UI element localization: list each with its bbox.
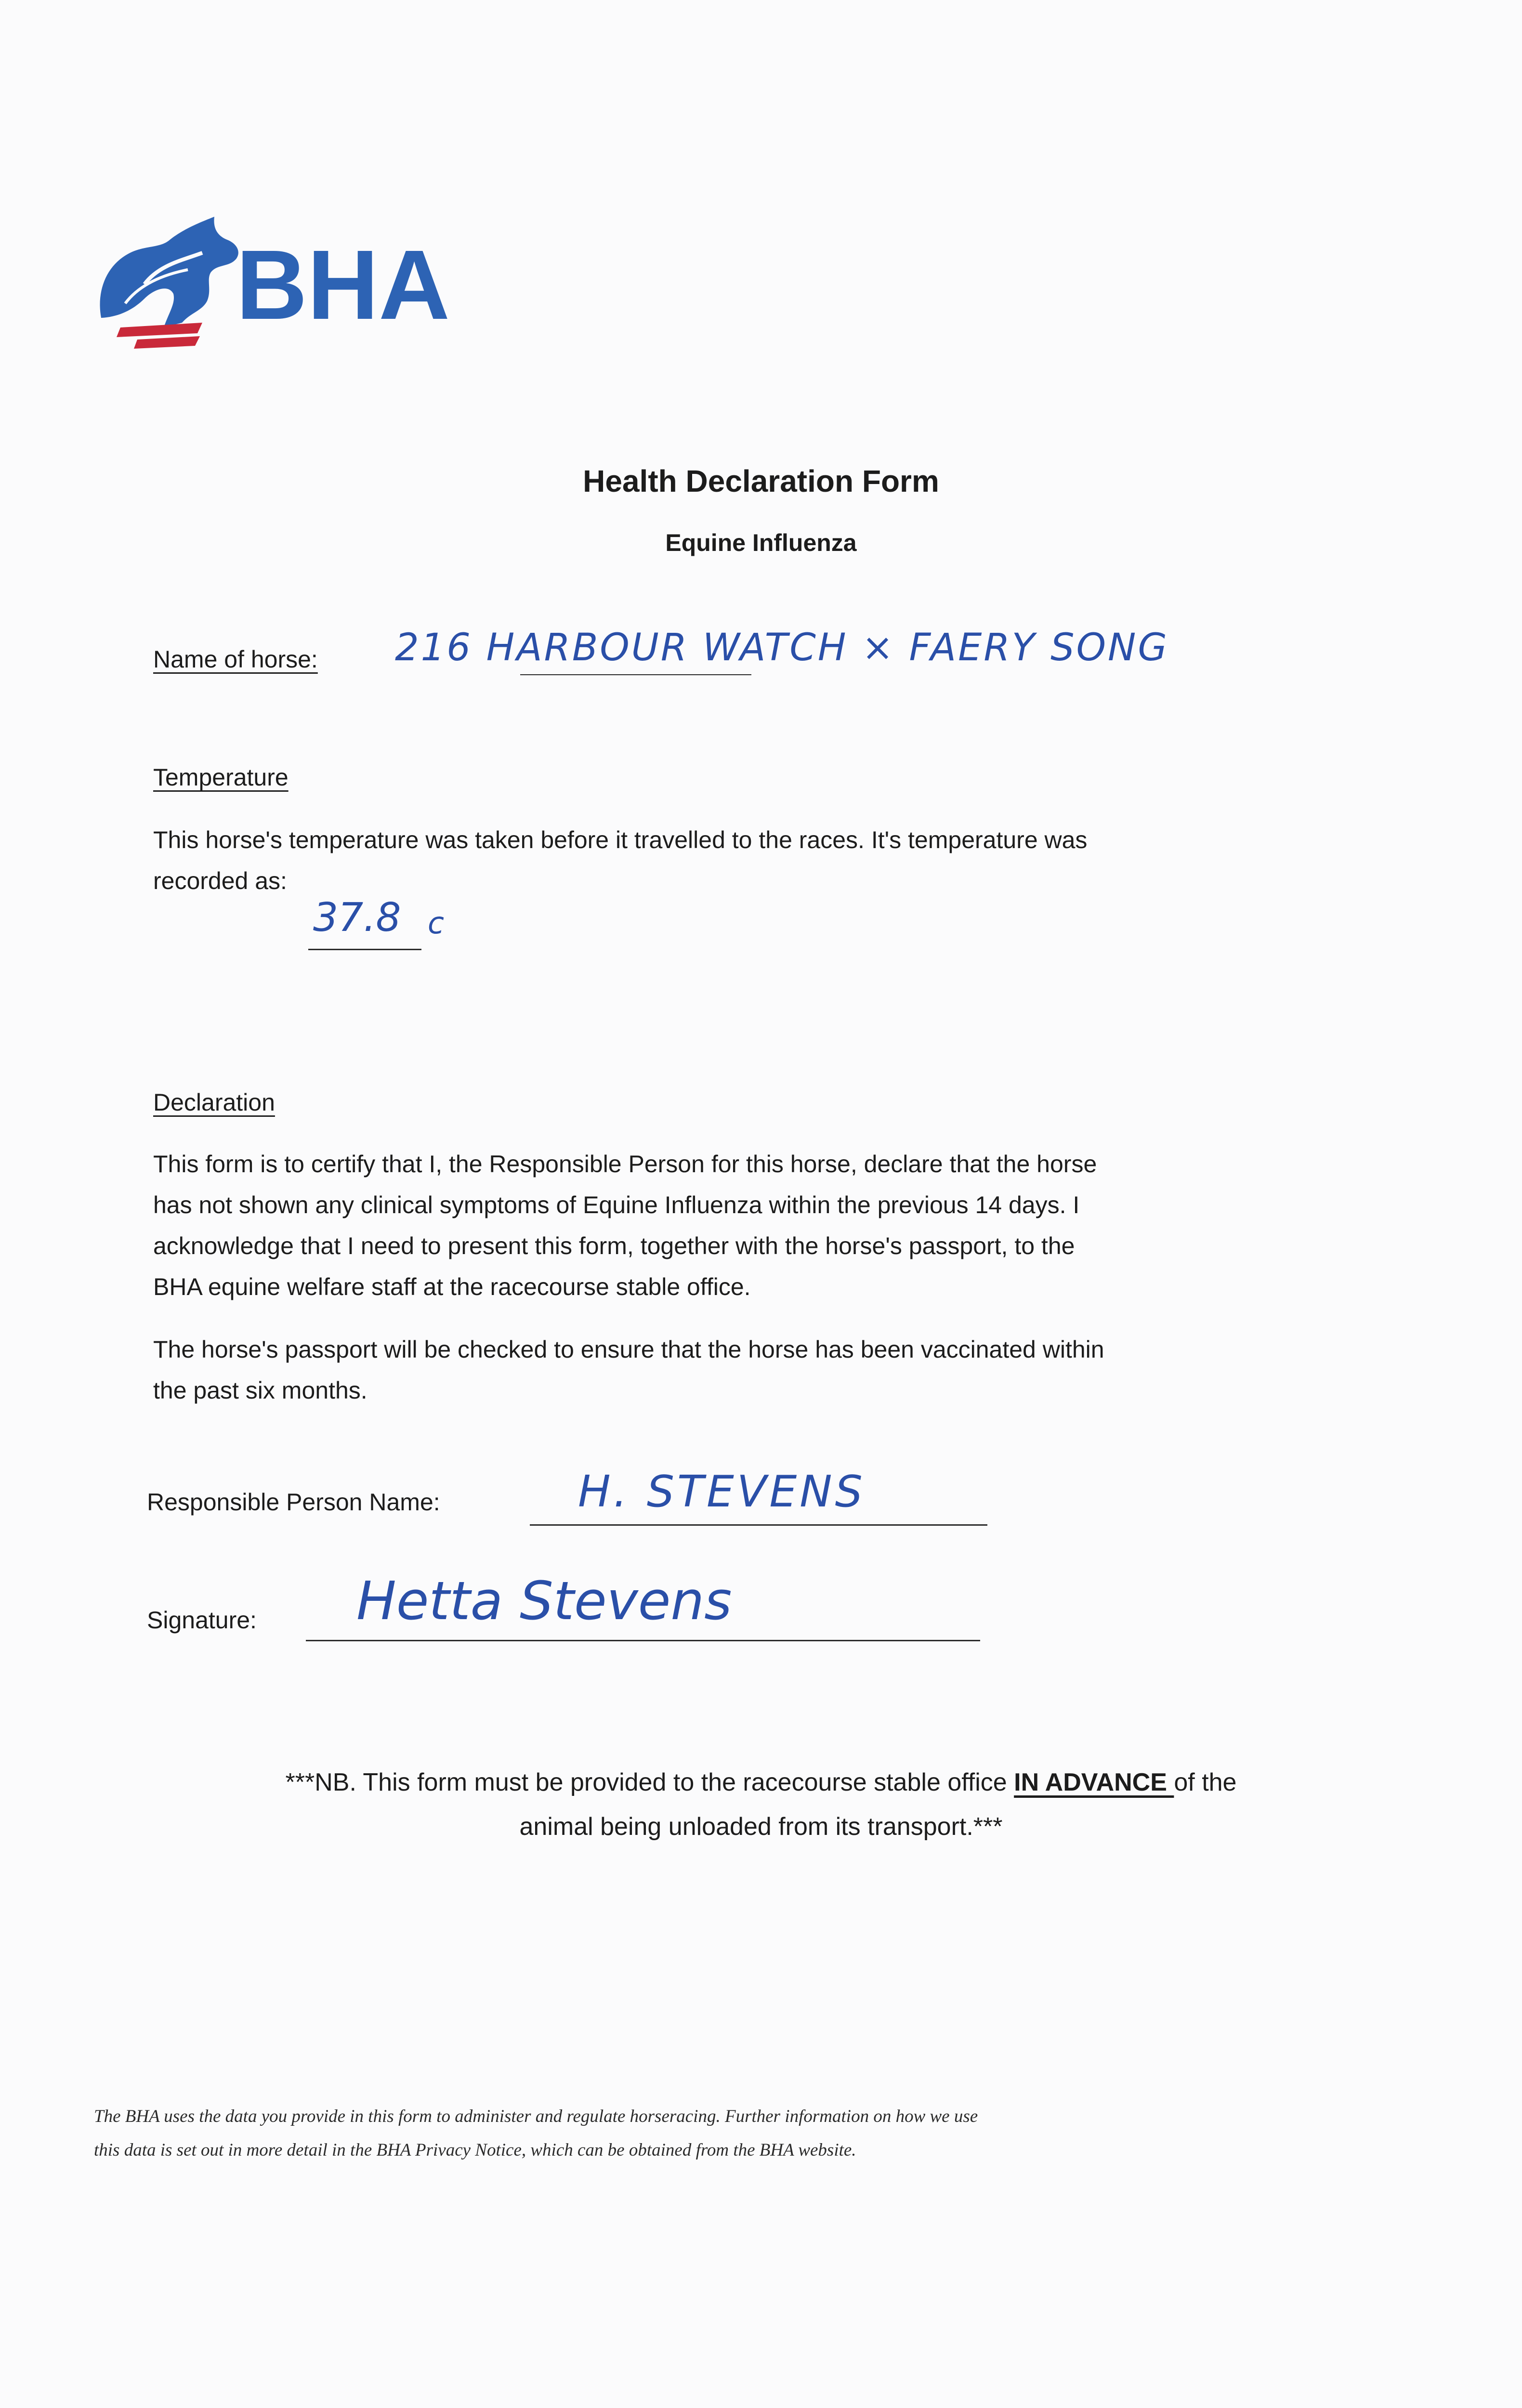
responsible-person-value: H. STEVENS [578, 1466, 866, 1517]
privacy-footer [94, 2100, 978, 2167]
form-subtitle: Equine Influenza [665, 529, 857, 556]
horse-name-label: Name of horse: [153, 646, 318, 673]
declaration-line: This form is to certify that I, the Responsible Person for this horse, declare that the horse [153, 1151, 1097, 1178]
passport-text [153, 1329, 1104, 1411]
temperature-statement [153, 820, 1087, 902]
form-title: Health Declaration Form [583, 464, 939, 498]
declaration-line: acknowledge that I need to present this form, together with the horse's passport, to the [153, 1232, 1075, 1259]
horse-name-value: 216 HARBOUR WATCH × FAERY SONG [395, 626, 1169, 669]
declaration-line: has not shown any clinical symptoms of Equine Influenza within the previous 14 days. I [153, 1191, 1080, 1218]
temperature-underline [308, 949, 421, 950]
temperature-value: 37.8 [313, 895, 401, 941]
passport-line: The horse's passport will be checked to ensure that the horse has been vaccinated within [153, 1336, 1104, 1363]
temperature-line-2: recorded as: [153, 867, 287, 894]
passport-line: the past six months. [153, 1377, 367, 1404]
responsible-person-label: Responsible Person Name: [147, 1489, 440, 1516]
horse-head-icon [92, 207, 448, 352]
signature-label: Signature: [147, 1607, 257, 1634]
advance-notice [0, 1760, 1522, 1849]
notice-text-end: of the [1174, 1768, 1237, 1796]
declaration-heading: Declaration [153, 1089, 275, 1116]
footer-line-1: The BHA uses the data you provide in this form to administer and regulate horseracing. Further information on how we use [94, 2107, 978, 2126]
footer-line-2: this data is set out in more detail in the BHA Privacy Notice, which can be obtained from the BHA website. [94, 2140, 856, 2160]
logo-text: BHA [236, 230, 448, 340]
declaration-line: BHA equine welfare staff at the racecourse stable office. [153, 1273, 751, 1300]
notice-line-2: animal being unloaded from its transport.*** [519, 1813, 1003, 1841]
responsible-person-line [530, 1524, 987, 1526]
declaration-text [153, 1144, 1097, 1308]
bha-logo [92, 207, 448, 352]
temperature-unit: c [428, 905, 445, 941]
notice-line-1 [0, 1760, 1522, 1805]
temperature-line-1: This horse's temperature was taken before it travelled to the races. It's temperature was [153, 826, 1088, 853]
signature-value: Hetta Stevens [356, 1570, 732, 1632]
horse-name-underline [520, 674, 751, 675]
notice-emphasis: IN ADVANCE [1014, 1768, 1174, 1796]
temperature-heading: Temperature [153, 764, 289, 791]
signature-line [306, 1640, 980, 1641]
notice-text: ***NB. This form must be provided to the racecourse stable office [285, 1768, 1014, 1796]
